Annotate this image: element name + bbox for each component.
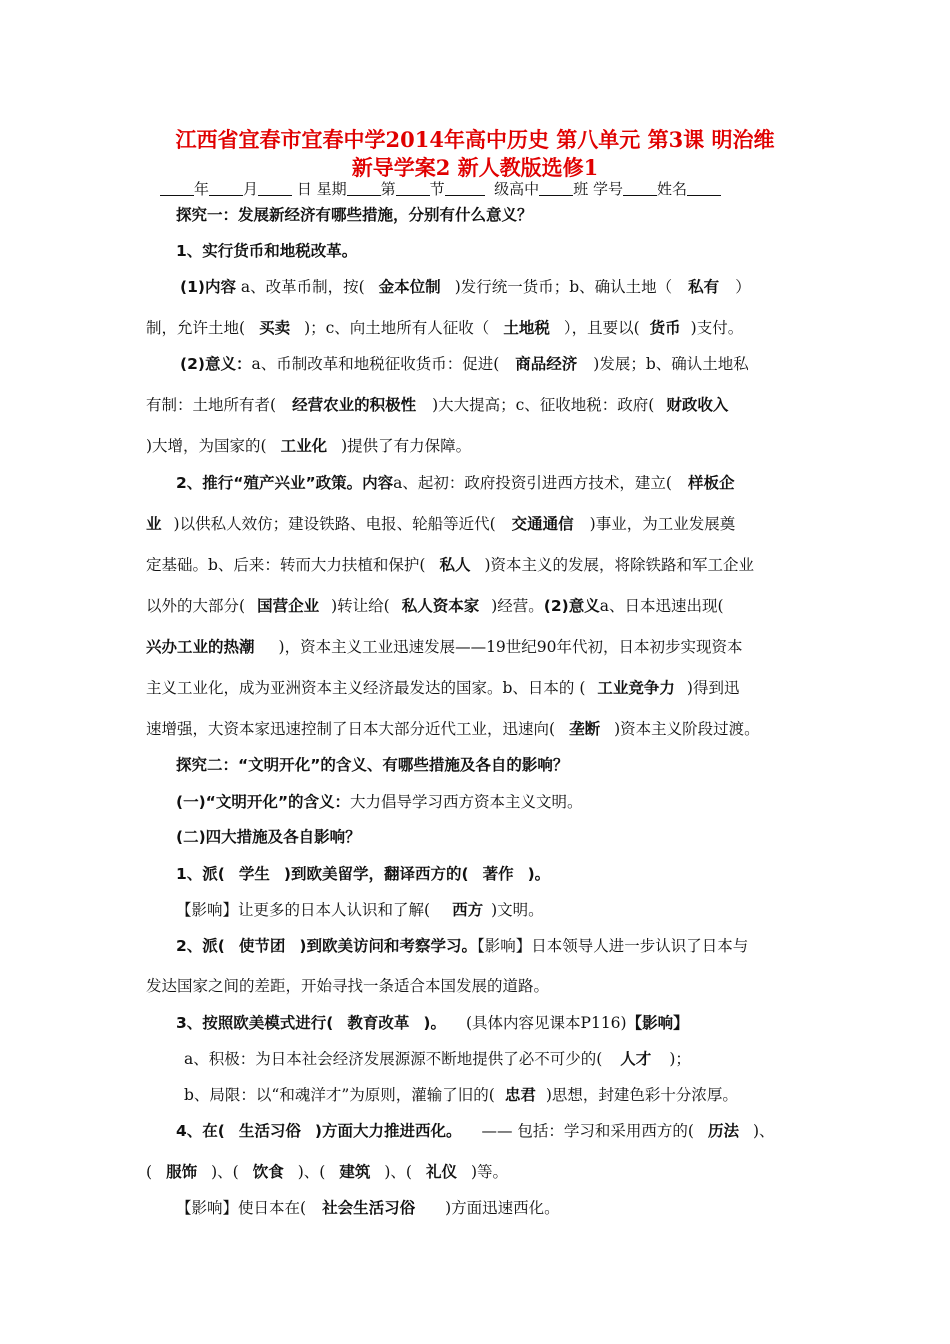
answer-loyalty: 忠君 xyxy=(504,1086,536,1104)
answer-calendar: 历法 xyxy=(707,1122,739,1140)
text-segment: )文明。 xyxy=(491,901,544,919)
weekday-blank[interactable] xyxy=(347,181,381,196)
text-segment: )；c、向土地所有人征收（ xyxy=(304,319,490,337)
answer-transport-communication: 交通通信 xyxy=(511,515,574,533)
paragraph-line xyxy=(176,898,544,920)
paragraph-line xyxy=(146,316,743,338)
text-segment: )，资本主义工业迅速发展——19世纪90年代初，日本初步实现资本 xyxy=(278,638,743,656)
answer-fiscal-revenue: 财政收入 xyxy=(666,396,729,414)
answer-social-customs: 社会生活习俗 xyxy=(322,1199,416,1217)
paragraph-line xyxy=(146,434,471,456)
student-info-line xyxy=(160,178,721,199)
text-segment: )方面大力推进西化。 xyxy=(314,1122,462,1140)
inquiry-one-text: 探究一：发展新经济有哪些措施，分别有什么意义？ xyxy=(176,206,533,224)
answer-talent: 人才 xyxy=(620,1050,652,1068)
inquiry-one-heading xyxy=(176,203,533,225)
paragraph-line xyxy=(176,1011,689,1033)
text-segment: )大增，为国家的( xyxy=(146,437,267,455)
text-segment: 【影响】 xyxy=(626,1014,689,1032)
paragraph-line xyxy=(146,635,743,657)
paragraph-line xyxy=(176,790,583,812)
text-segment: ( xyxy=(146,1163,153,1181)
paragraph-line xyxy=(184,1083,738,1105)
text-segment: ），且要以( xyxy=(563,319,640,337)
text-segment: )资本主义阶段过渡。 xyxy=(614,720,760,738)
paragraph-line xyxy=(176,825,361,847)
answer-private: 私人 xyxy=(439,556,471,574)
paragraph-line xyxy=(146,676,739,698)
text-segment: b、局限：以“和魂洋才”为原则，灌输了旧的( xyxy=(184,1086,495,1104)
title-line-1: 江西省宜春市宜春中学2014年高中历史 第八单元 第3课 明治维 xyxy=(175,127,775,152)
text-segment: )； xyxy=(669,1050,691,1068)
text-segment: )等。 xyxy=(470,1163,509,1181)
text-segment: )转让给( xyxy=(331,597,390,615)
section-blank[interactable] xyxy=(445,181,485,196)
text-segment: 【影响】使日本在( xyxy=(176,1199,307,1217)
inquiry-two-text: 探究二：“文明开化”的含义、有哪些措施及各自的影响？ xyxy=(176,756,569,774)
answer-industry-boom: 兴办工业的热潮 xyxy=(146,638,255,656)
year-label: 年 xyxy=(194,180,210,198)
currency-tax-reform-heading: 1、实行货币和地税改革。 xyxy=(176,242,358,260)
answer-food: 饮食 xyxy=(252,1163,284,1181)
name-label: 姓名 xyxy=(656,180,687,198)
paragraph-line xyxy=(176,1119,775,1141)
period-blank[interactable] xyxy=(396,181,430,196)
day-blank[interactable] xyxy=(258,181,292,196)
text-segment: a、改革币制，按( xyxy=(235,278,365,296)
grade-label: 级高中 xyxy=(494,180,540,198)
item-1-heading xyxy=(176,239,357,261)
answer-commodity-economy: 商品经济 xyxy=(515,355,578,373)
text-segment: )发行统一货币；b、确认土地（ xyxy=(454,278,673,296)
answer-gold-standard: 金本位制 xyxy=(378,278,441,296)
answer-currency: 货币 xyxy=(649,319,681,337)
text-segment: )事业，为工业发展奠 xyxy=(589,515,736,533)
text-segment: )发展；b、确认土地私 xyxy=(593,355,749,373)
text-segment: 大力倡导学习西方资本主义文明。 xyxy=(350,793,583,811)
answer-industrialization: 工业化 xyxy=(280,437,328,455)
answer-private: 私有 xyxy=(688,278,720,296)
answer-private-capitalist: 私人资本家 xyxy=(401,597,480,615)
text-segment: 3、按照欧美模式进行( xyxy=(176,1014,334,1032)
paragraph-line xyxy=(146,393,740,415)
industry-policy-heading: 2、推行“殖产兴业”政策。内容 xyxy=(176,474,394,492)
paragraph-line xyxy=(146,974,549,996)
paragraph-line xyxy=(146,717,760,739)
content-label: (1)内容 xyxy=(180,278,236,296)
text-segment: 制，允许土地( xyxy=(146,319,246,337)
text-segment: )资本主义的发展，将除铁路和军工企业 xyxy=(484,556,755,574)
text-segment: (具体内容见课本P116) xyxy=(465,1014,627,1032)
answer-students: 学生 xyxy=(238,865,270,883)
answer-land-tax: 土地税 xyxy=(503,319,550,337)
paragraph-line xyxy=(146,594,724,616)
text-segment: )提供了有力保障。 xyxy=(341,437,472,455)
text-segment: 主义工业化，成为亚洲资本主义经济最发达的国家。b、日本的 ( xyxy=(146,679,586,697)
text-segment: a、日本迅速出现( xyxy=(599,597,724,615)
text-segment: )。 xyxy=(423,1014,446,1032)
answer-customs: 生活习俗 xyxy=(238,1122,301,1140)
significance-label: (2)意义 xyxy=(543,597,600,615)
text-segment: 发达国家之间的差距，开始寻找一条适合本国发展的道路。 xyxy=(146,977,550,995)
answer-industrial-competitiveness: 工业竞争力 xyxy=(597,679,675,697)
answer-farming-enthusiasm: 经营农业的积极性 xyxy=(292,396,417,414)
text-segment: a、起初：政府投资引进西方技术，建立( xyxy=(393,474,672,492)
text-segment: 速增强，大资本家迅速控制了日本大部分近代工业，迅速向( xyxy=(146,720,556,738)
paragraph-line xyxy=(176,862,550,884)
paragraph-line xyxy=(146,1160,508,1182)
text-segment: )、( xyxy=(384,1163,412,1181)
year-blank[interactable] xyxy=(160,181,194,196)
text-segment: 4、在( xyxy=(176,1122,225,1140)
text-segment: 以外的大部分( xyxy=(146,597,246,615)
answer-west: 西方 xyxy=(452,901,484,919)
paragraph-line xyxy=(176,471,734,493)
answer-embassy: 使节团 xyxy=(238,937,286,955)
text-segment: 有制：土地所有者( xyxy=(146,396,277,414)
answer-monopoly: 垄断 xyxy=(569,720,601,738)
text-segment: 【影响】让更多的日本人认识和了解( xyxy=(176,901,431,919)
text-segment: 2、派( xyxy=(176,937,225,955)
text-segment: )到欧美留学，翻译西方的( xyxy=(283,865,469,883)
text-segment: )支付。 xyxy=(690,319,744,337)
four-measures-heading: (二)四大措施及各自影响？ xyxy=(176,828,361,846)
section-label: 节 xyxy=(429,180,445,198)
month-label: 月 xyxy=(243,180,259,198)
paragraph-line xyxy=(146,512,735,534)
significance-label: (2)意义： xyxy=(180,355,252,373)
answer-state-enterprise: 国营企业 xyxy=(257,597,320,615)
paragraph-line xyxy=(176,934,748,956)
answer-trade: 买卖 xyxy=(259,319,291,337)
text-segment: ） xyxy=(735,278,751,296)
inquiry-two-heading xyxy=(176,753,568,775)
title-line-2: 新导学案2 新人教版选修1 xyxy=(351,155,599,180)
text-segment: 定基础。b、后来：转而大力扶植和保护( xyxy=(146,556,426,574)
answer-model-enterprise-cont: 业 xyxy=(146,515,162,533)
name-blank[interactable] xyxy=(687,181,721,196)
text-segment: )、( xyxy=(297,1163,326,1181)
text-segment: )以供私人效仿；建设铁路、电报、轮船等近代( xyxy=(173,515,496,533)
answer-model-enterprise: 样板企 xyxy=(687,474,735,492)
class-blank[interactable] xyxy=(539,181,573,196)
text-segment: )到欧美访问和考察学习。 xyxy=(299,937,477,955)
paragraph-line xyxy=(180,275,751,297)
day-weekday-label: 日 星期 xyxy=(296,180,347,198)
text-segment: )大大提高；c、征收地税：政府( xyxy=(432,396,655,414)
student-id-label: 班 学号 xyxy=(573,180,623,198)
paragraph-line xyxy=(184,1047,691,1069)
month-blank[interactable] xyxy=(209,181,243,196)
text-segment: 【影响】日本领导人进一步认识了日本与 xyxy=(476,937,749,955)
text-segment: a、币制改革和地税征收货币：促进( xyxy=(251,355,500,373)
text-segment: —— 包括：学习和采用西方的( xyxy=(481,1122,694,1140)
paragraph-line xyxy=(180,352,749,374)
paragraph-line xyxy=(176,1196,560,1218)
text-segment: )方面迅速西化。 xyxy=(445,1199,560,1217)
text-segment: )得到迅 xyxy=(686,679,740,697)
text-segment: )、( xyxy=(211,1163,239,1181)
text-segment: a、积极：为日本社会经济发展源源不断地提供了必不可少的( xyxy=(184,1050,603,1068)
paragraph-line xyxy=(146,553,754,575)
text-segment: )经营。 xyxy=(491,597,544,615)
text-segment: )、 xyxy=(752,1122,775,1140)
student-id-blank[interactable] xyxy=(623,181,657,196)
answer-architecture: 建筑 xyxy=(339,1163,371,1181)
text-segment: )思想，封建色彩十分浓厚。 xyxy=(545,1086,738,1104)
answer-clothing: 服饰 xyxy=(166,1163,198,1181)
text-segment: 1、派( xyxy=(176,865,225,883)
text-segment: )。 xyxy=(527,865,551,883)
answer-education-reform: 教育改革 xyxy=(347,1014,410,1032)
answer-works: 著作 xyxy=(482,865,514,883)
meaning-label: (一)“文明开化”的含义： xyxy=(176,793,351,811)
period-label: 第 xyxy=(380,180,396,198)
answer-etiquette: 礼仪 xyxy=(425,1163,457,1181)
